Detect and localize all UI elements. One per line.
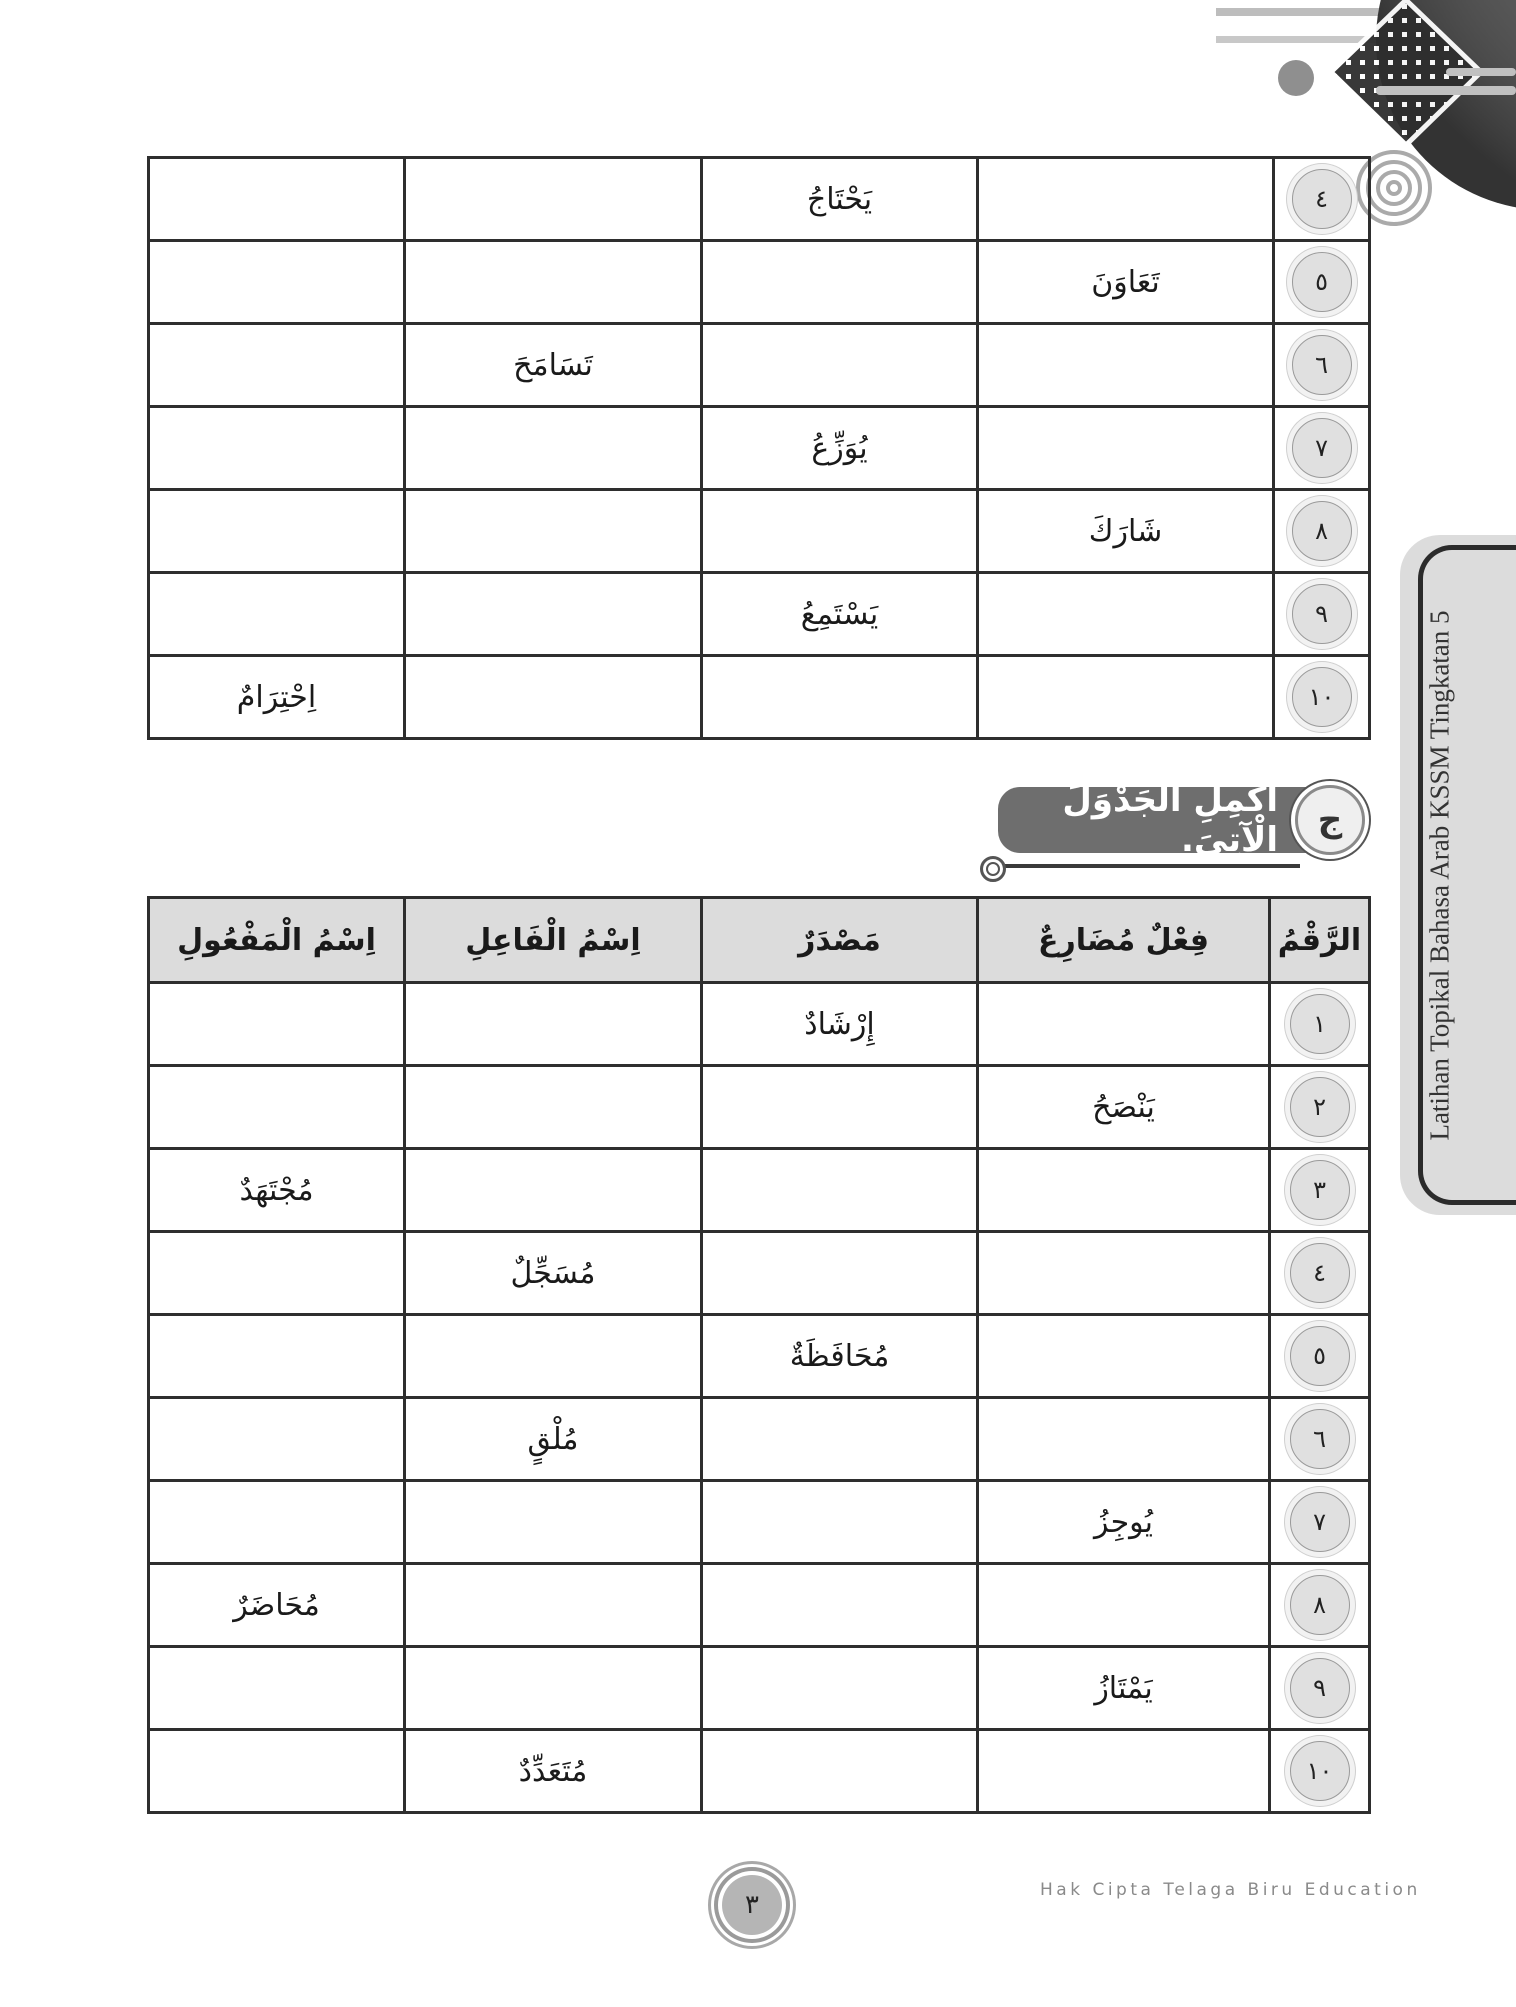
instruction-text: أَكْمِلِ الْجَدْوَلَ الْآتِيَ. bbox=[1062, 780, 1278, 860]
answer-cell[interactable] bbox=[149, 158, 405, 241]
table-row bbox=[149, 656, 1370, 739]
header-ism-fail: اِسْمُ الْفَاعِلِ bbox=[405, 898, 702, 983]
table-row bbox=[149, 1481, 1370, 1564]
answer-cell[interactable] bbox=[405, 158, 702, 241]
answer-cell[interactable] bbox=[405, 1066, 702, 1149]
table-row bbox=[149, 1730, 1370, 1813]
answer-cell[interactable] bbox=[405, 573, 702, 656]
answer-cell[interactable] bbox=[702, 1398, 978, 1481]
spiral-icon bbox=[980, 856, 1006, 882]
answer-cell[interactable] bbox=[405, 1481, 702, 1564]
given-word-cell: مُلْقٍ bbox=[405, 1398, 702, 1481]
row-number-badge: ٥ bbox=[1290, 1326, 1350, 1386]
row-number-cell bbox=[1270, 1315, 1370, 1398]
row-number-badge: ٤ bbox=[1292, 169, 1352, 229]
answer-cell[interactable] bbox=[702, 1730, 978, 1813]
answer-cell[interactable] bbox=[149, 983, 405, 1066]
table-row bbox=[149, 573, 1370, 656]
answer-cell[interactable] bbox=[149, 490, 405, 573]
given-word-cell: تَسَامَحَ bbox=[405, 324, 702, 407]
answer-cell[interactable] bbox=[702, 1149, 978, 1232]
table-row bbox=[149, 158, 1370, 241]
answer-cell[interactable] bbox=[149, 407, 405, 490]
row-number-badge: ٥ bbox=[1292, 252, 1352, 312]
given-word-cell: مُتَعَدِّدٌ bbox=[405, 1730, 702, 1813]
table-row bbox=[149, 1398, 1370, 1481]
book-title: Latihan Topikal Bahasa Arab KSSM Tingkatan 5 bbox=[1424, 609, 1455, 1141]
row-number-cell bbox=[1270, 983, 1370, 1066]
answer-cell[interactable] bbox=[702, 490, 978, 573]
row-number-badge: ٩ bbox=[1292, 584, 1352, 644]
answer-cell[interactable] bbox=[978, 1149, 1270, 1232]
row-number-badge: ٤ bbox=[1290, 1243, 1350, 1303]
answer-cell[interactable] bbox=[978, 407, 1274, 490]
header-masdar: مَصْدَرٌ bbox=[702, 898, 978, 983]
answer-cell[interactable] bbox=[405, 1315, 702, 1398]
answer-cell[interactable] bbox=[405, 241, 702, 324]
instruction-banner bbox=[998, 780, 1328, 860]
row-number-badge: ٧ bbox=[1290, 1492, 1350, 1552]
given-word-cell: تَعَاوَنَ bbox=[978, 241, 1274, 324]
header-number: الرَّقْمُ bbox=[1270, 898, 1370, 983]
answer-cell[interactable] bbox=[149, 1232, 405, 1315]
table-row bbox=[149, 983, 1370, 1066]
answer-cell[interactable] bbox=[978, 1398, 1270, 1481]
answer-cell[interactable] bbox=[405, 656, 702, 739]
answer-cell[interactable] bbox=[978, 1315, 1270, 1398]
row-number-cell bbox=[1274, 158, 1370, 241]
row-number-badge: ١٠ bbox=[1290, 1741, 1350, 1801]
answer-cell[interactable] bbox=[702, 1481, 978, 1564]
book-title-vertical bbox=[1400, 535, 1480, 1215]
answer-cell[interactable] bbox=[702, 1232, 978, 1315]
row-number-badge: ٨ bbox=[1290, 1575, 1350, 1635]
table-row bbox=[149, 1564, 1370, 1647]
answer-cell[interactable] bbox=[149, 1481, 405, 1564]
answer-cell[interactable] bbox=[978, 324, 1274, 407]
row-number-cell bbox=[1270, 1149, 1370, 1232]
exercise-table-c bbox=[147, 896, 1371, 1814]
exercise-table-continued bbox=[147, 156, 1371, 740]
table-row bbox=[149, 241, 1370, 324]
answer-cell[interactable] bbox=[149, 1315, 405, 1398]
copyright-text: Hak Cipta Telaga Biru Education bbox=[1040, 1880, 1421, 1900]
row-number-badge: ٦ bbox=[1292, 335, 1352, 395]
table-row bbox=[149, 1149, 1370, 1232]
section-letter: ج bbox=[1317, 800, 1343, 840]
answer-cell[interactable] bbox=[702, 241, 978, 324]
given-word-cell: يُوَزِّعُ bbox=[702, 407, 978, 490]
row-number-badge: ٨ bbox=[1292, 501, 1352, 561]
row-number-badge: ٩ bbox=[1290, 1658, 1350, 1718]
given-word-cell: يَسْتَمِعُ bbox=[702, 573, 978, 656]
answer-cell[interactable] bbox=[149, 573, 405, 656]
answer-cell[interactable] bbox=[978, 158, 1274, 241]
answer-cell[interactable] bbox=[702, 324, 978, 407]
answer-cell[interactable] bbox=[978, 1564, 1270, 1647]
table-row bbox=[149, 1232, 1370, 1315]
answer-cell[interactable] bbox=[405, 490, 702, 573]
table-row bbox=[149, 1066, 1370, 1149]
row-number-cell bbox=[1274, 656, 1370, 739]
row-number-cell bbox=[1270, 1481, 1370, 1564]
row-number-cell bbox=[1274, 407, 1370, 490]
answer-cell[interactable] bbox=[405, 1149, 702, 1232]
section-letter-badge bbox=[1295, 785, 1365, 855]
header-ism-maful: اِسْمُ الْمَفْعُولِ bbox=[149, 898, 405, 983]
row-number-cell bbox=[1270, 1398, 1370, 1481]
answer-cell[interactable] bbox=[978, 1232, 1270, 1315]
row-number-cell bbox=[1270, 1564, 1370, 1647]
row-number-cell bbox=[1270, 1232, 1370, 1315]
banner-underline bbox=[1000, 864, 1300, 868]
table-row bbox=[149, 490, 1370, 573]
answer-cell[interactable] bbox=[405, 1564, 702, 1647]
table-row bbox=[149, 1315, 1370, 1398]
row-number-cell bbox=[1270, 1066, 1370, 1149]
answer-cell[interactable] bbox=[702, 1647, 978, 1730]
row-number-cell bbox=[1270, 1730, 1370, 1813]
answer-cell[interactable] bbox=[405, 407, 702, 490]
answer-cell[interactable] bbox=[149, 1066, 405, 1149]
row-number-cell bbox=[1270, 1647, 1370, 1730]
answer-cell[interactable] bbox=[149, 1398, 405, 1481]
answer-cell[interactable] bbox=[978, 1730, 1270, 1813]
row-number-badge: ٧ bbox=[1292, 418, 1352, 478]
given-word-cell: مُسَجِّلٌ bbox=[405, 1232, 702, 1315]
row-number-badge: ١ bbox=[1290, 994, 1350, 1054]
given-word-cell: شَارَكَ bbox=[978, 490, 1274, 573]
answer-cell[interactable] bbox=[149, 241, 405, 324]
table-row bbox=[149, 407, 1370, 490]
given-word-cell: مُحَافَظَةٌ bbox=[702, 1315, 978, 1398]
answer-cell[interactable] bbox=[149, 324, 405, 407]
answer-cell[interactable] bbox=[702, 656, 978, 739]
given-word-cell: إِرْشَادٌ bbox=[702, 983, 978, 1066]
row-number-badge: ٣ bbox=[1290, 1160, 1350, 1220]
table-header-row bbox=[149, 898, 1370, 983]
answer-cell[interactable] bbox=[978, 573, 1274, 656]
answer-cell[interactable] bbox=[978, 656, 1274, 739]
given-word-cell: يَنْصَحُ bbox=[978, 1066, 1270, 1149]
table-row bbox=[149, 324, 1370, 407]
table-row bbox=[149, 1647, 1370, 1730]
answer-cell[interactable] bbox=[149, 1647, 405, 1730]
row-number-cell bbox=[1274, 324, 1370, 407]
row-number-badge: ١٠ bbox=[1292, 667, 1352, 727]
row-number-cell bbox=[1274, 490, 1370, 573]
row-number-cell bbox=[1274, 241, 1370, 324]
row-number-badge: ٢ bbox=[1290, 1077, 1350, 1137]
given-word-cell: اِحْتِرَامٌ bbox=[149, 656, 405, 739]
answer-cell[interactable] bbox=[149, 1730, 405, 1813]
row-number-cell bbox=[1274, 573, 1370, 656]
answer-cell[interactable] bbox=[702, 1564, 978, 1647]
answer-cell[interactable] bbox=[978, 983, 1270, 1066]
given-word-cell: يَمْتَازُ bbox=[978, 1647, 1270, 1730]
given-word-cell: مُجْتَهَدٌ bbox=[149, 1149, 405, 1232]
answer-cell[interactable] bbox=[405, 983, 702, 1066]
header-fiil-mudari: فِعْلٌ مُضَارِعٌ bbox=[978, 898, 1270, 983]
page-number: ٣ bbox=[745, 1890, 759, 1920]
row-number-badge: ٦ bbox=[1290, 1409, 1350, 1469]
given-word-cell: مُحَاضَرٌ bbox=[149, 1564, 405, 1647]
answer-cell[interactable] bbox=[702, 1066, 978, 1149]
answer-cell[interactable] bbox=[405, 1647, 702, 1730]
given-word-cell: يَحْتَاجُ bbox=[702, 158, 978, 241]
page-number-badge bbox=[722, 1875, 782, 1935]
given-word-cell: يُوجِزُ bbox=[978, 1481, 1270, 1564]
